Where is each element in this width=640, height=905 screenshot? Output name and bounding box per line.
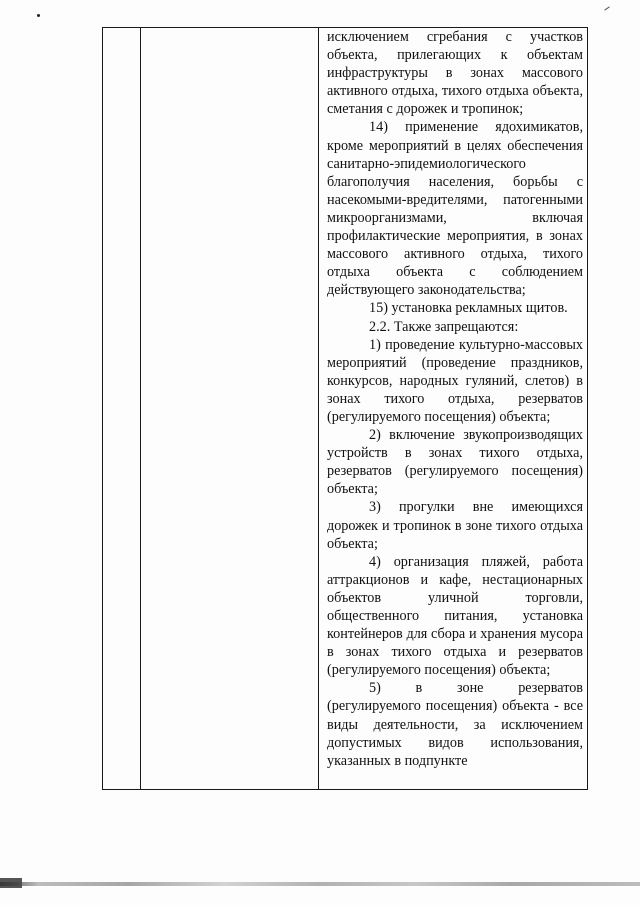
- scan-mark: [604, 6, 609, 10]
- scan-edge-line: [0, 882, 640, 886]
- paragraph-item-15: 15) установка рекламных щитов.: [369, 300, 568, 317]
- table-column-divider: [140, 28, 141, 789]
- table-text-cell: [327, 28, 583, 770]
- paragraph-item-1: 1) проведение культурно-массовых мероприятий (проведение праздников, конкурсов, народных гуляний, слетов) в зонах тихого отдыха, резерватов (регулируемого посещения) объекта;: [327, 336, 583, 425]
- paragraph: исключением сгребания с участков объекта, прилегающих к объектам инфраструктуры в зонах массового активного отдыха, тихого отдыха объекта, сметания с дорожек и тропинок;: [327, 29, 583, 118]
- scan-speck: [37, 14, 40, 17]
- table-column-divider: [318, 28, 319, 789]
- paragraph-item-2: 2) включение звукопроизводящих устройств в зонах тихого отдыха, резерватов (регулируемого посещения) объекта;: [327, 427, 583, 498]
- paragraph-item-4: 4) организация пляжей, работа аттракционов и кафе, нестационарных объектов уличной торговли, общественного питания, установка контейнеров для сбора и хранения мусора в зонах тихого отдыха и резерватов (регулируемого посещения) объекта;: [327, 553, 583, 679]
- paragraph-item-5: 5) в зоне резерватов (регулируемого посещения) объекта - все виды деятельности, за исключением допустимых видов использования, указанных в подпункте: [327, 680, 583, 769]
- section-heading: 2.2. Также запрещаются:: [369, 318, 519, 335]
- document-table: [102, 27, 588, 790]
- paragraph-item-3: 3) прогулки вне имеющихся дорожек и тропинок в зоне тихого отдыха объекта;: [327, 499, 583, 552]
- paragraph-item-14: 14) применение ядохимикатов, кроме мероприятий в целях обеспечения санитарно-эпидемиологического благополучия населения, борьбы с насекомыми-вредителями, патогенными микроорганизмами, включая профилактические мероприятия, в зонах массового активного отдыха, тихого отдыха объекта с соблюдением действующего законодательства;: [327, 119, 583, 299]
